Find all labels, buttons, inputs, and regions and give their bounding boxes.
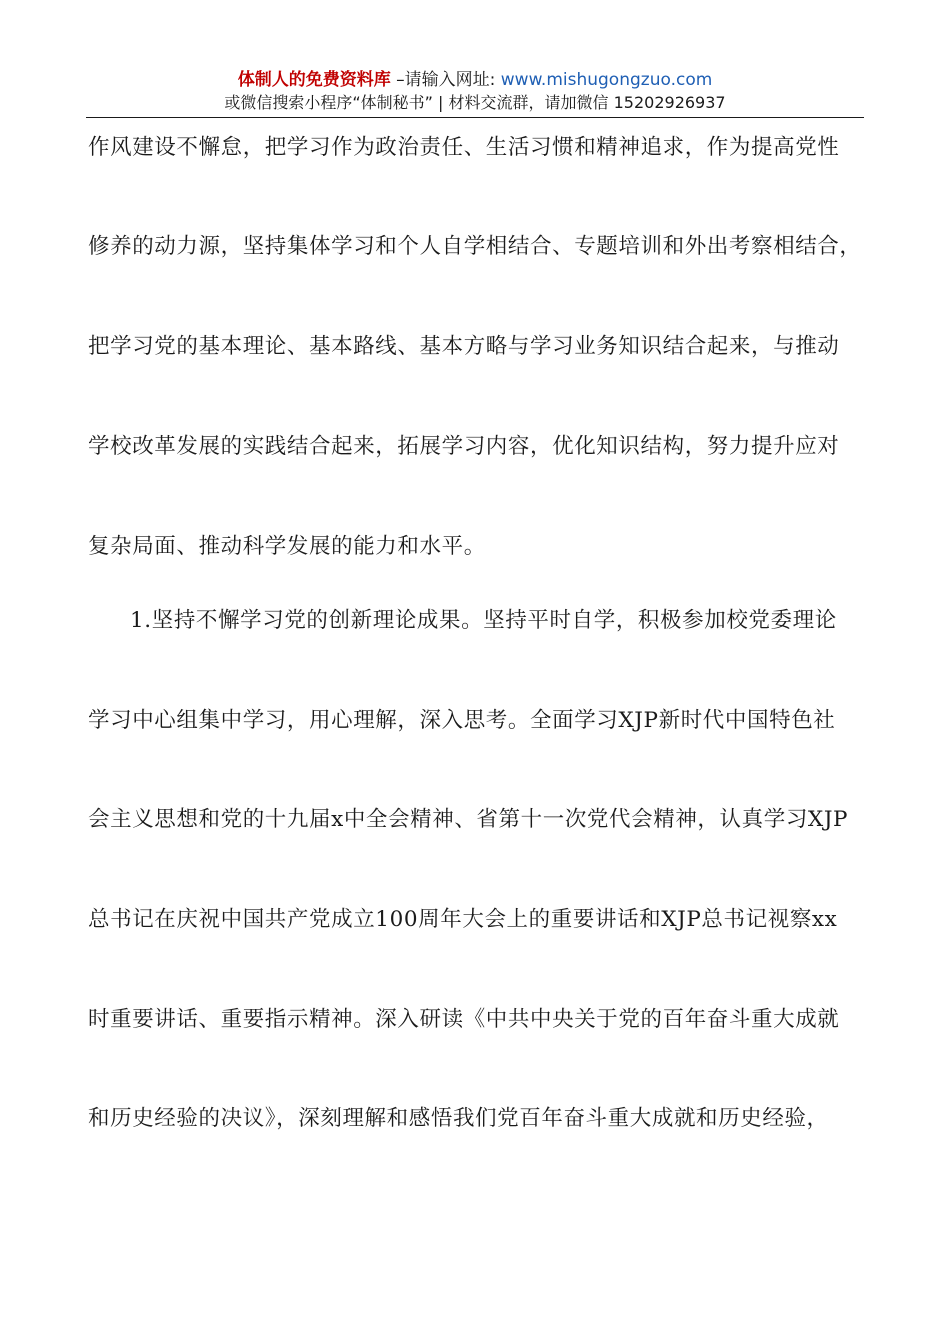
body-line-4: 学校改革发展的实践结合起来，拓展学习内容，优化知识结构，努力提升应对	[88, 434, 840, 459]
header-prompt: –请输入网址:	[390, 70, 501, 90]
body-line-2: 修养的动力源，坚持集体学习和个人自学相结合、专题培训和外出考察相结合，	[88, 234, 862, 259]
header-line-1	[0, 68, 950, 92]
header-brand: 体制人的免费资料库	[237, 70, 391, 90]
header-line-2: 或微信搜索小程序“体制秘书” | 材料交流群，请加微信 15202926937	[224, 93, 726, 112]
body-line-9: 总书记在庆祝中国共产党成立100周年大会上的重要讲话和XJP总书记视察xx	[88, 907, 838, 932]
body-line-5: 复杂局面、推动科学发展的能力和水平。	[88, 534, 486, 559]
body-line-11: 和历史经验的决议》，深刻理解和感悟我们党百年奋斗重大成就和历史经验，	[88, 1106, 829, 1131]
body-line-1: 作风建设不懈怠，把学习作为政治责任、生活习惯和精神追求，作为提高党性	[88, 135, 840, 160]
body-line-8: 会主义思想和党的十九届x中全会精神、省第十一次党代会精神，认真学习XJP	[88, 807, 849, 832]
page-header	[0, 68, 950, 114]
body-line-6: 1.坚持不懈学习党的创新理论成果。坚持平时自学，积极参加校党委理论	[130, 608, 837, 633]
body-line-7: 学习中心组集中学习，用心理解，深入思考。全面学习XJP新时代中国特色社	[88, 708, 836, 733]
header-url-link[interactable]: www.mishugongzuo.com	[500, 70, 713, 90]
body-line-10: 时重要讲话、重要指示精神。深入研读《中共中央关于党的百年奋斗重大成就	[88, 1007, 840, 1032]
body-line-3: 把学习党的基本理论、基本路线、基本方略与学习业务知识结合起来，与推动	[88, 334, 840, 359]
header-divider	[86, 117, 864, 118]
